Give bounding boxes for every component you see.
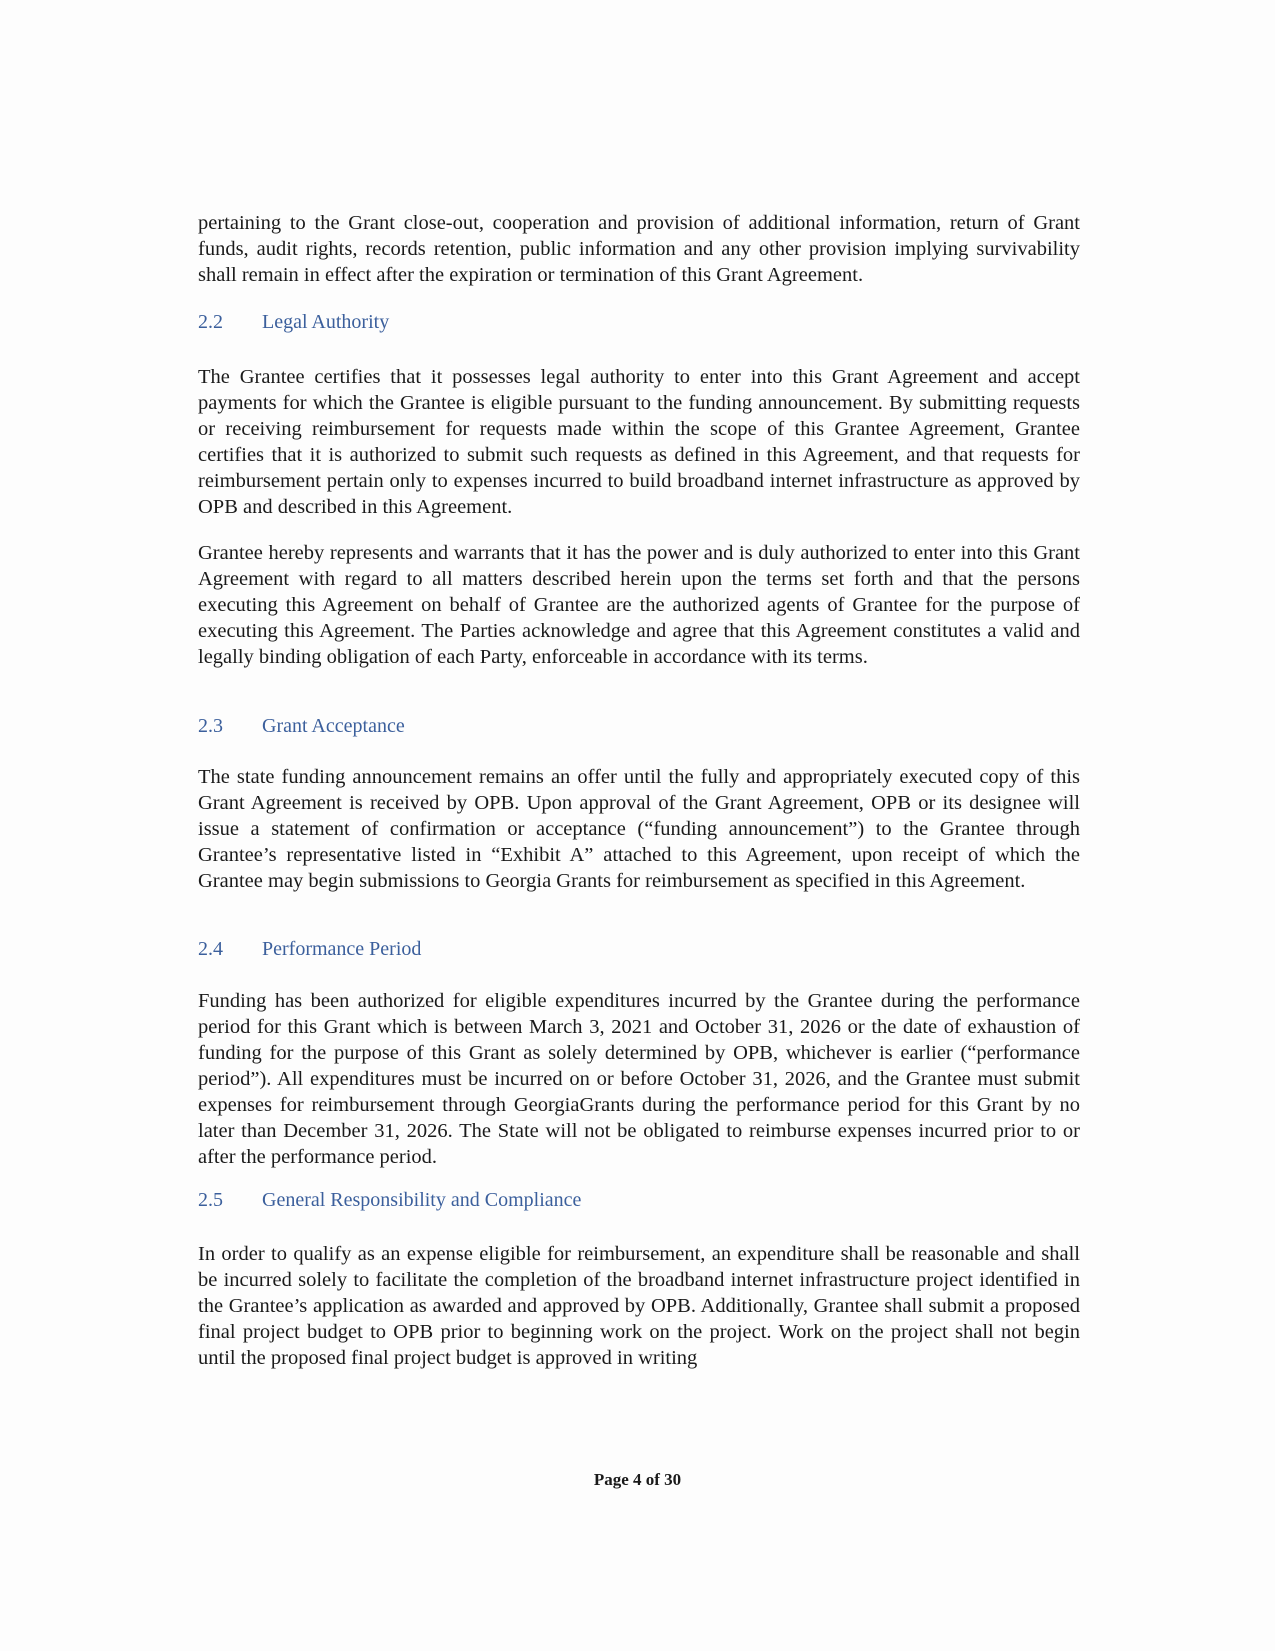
paragraph-performance-period: Funding has been authorized for eligible expenditures incurred by the Grantee during the performance period for this Grant which is between March 3, 2021 and October 31, 2026 or the date of exhaustion of funding for the purpose of this Grant as solely determined by OPB, whichever is earlier (“performance period”). All expenditures must be incurred on or before October 31, 2026, and the Grantee must submit expenses for reimbursement through GeorgiaGrants during the performance period for this Grant by no later than December 31, 2026. The State will not be obligated to reimburse expenses incurred prior to or after the performance period.	[198, 990, 1080, 1168]
paragraph-legal-authority-1: The Grantee certifies that it possesses legal authority to enter into this Grant Agreement and accept payments for which the Grantee is eligible pursuant to the funding announcement. By submitting requests or receiving reimbursement for requests made within the scope of this Grantee Agreement, Grantee certifies that it is authorized to submit such requests as defined in this Agreement, and that requests for reimbursement pertain only to expenses incurred to build broadband internet infrastructure as approved by OPB and described in this Agreement.	[198, 366, 1080, 518]
page-number-footer: Page 4 of 30	[593, 1470, 682, 1489]
section-number: 2.2	[198, 311, 223, 333]
section-title: General Responsibility and Compliance	[262, 1189, 582, 1211]
paragraph-grant-acceptance: The state funding announcement remains an offer until the fully and appropriately executed copy of this Grant Agreement is received by OPB. Upon approval of the Grant Agreement, OPB or its designee will issue a statement of confirmation or acceptance (“funding announcement”) to the Grantee through Grantee’s representative listed in “Exhibit A” attached to this Agreement, upon receipt of which the Grantee may begin submissions to Georgia Grants for reimbursement as specified in this Agreement.	[198, 766, 1080, 892]
section-number: 2.5	[198, 1189, 223, 1211]
paragraph-survivability: pertaining to the Grant close-out, cooperation and provision of additional information, return of Grant funds, audit rights, records retention, public information and any other provision implying survivability shall remain in effect after the expiration or termination of this Grant Agreement.	[198, 212, 1080, 286]
section-number: 2.3	[198, 715, 223, 737]
section-title: Performance Period	[262, 938, 422, 960]
section-title: Legal Authority	[262, 311, 390, 333]
section-heading-2-4	[198, 936, 421, 962]
section-title: Grant Acceptance	[262, 715, 405, 737]
section-heading-2-5	[198, 1187, 581, 1213]
paragraph-general-responsibility: In order to qualify as an expense eligible for reimbursement, an expenditure shall be reasonable and shall be incurred solely to facilitate the completion of the broadband internet infrastructure project identified in the Grantee’s application as awarded and approved by OPB. Additionally, Grantee shall submit a proposed final project budget to OPB prior to beginning work on the project. Work on the project shall not begin until the proposed final project budget is approved in writing	[198, 1243, 1080, 1369]
section-number: 2.4	[198, 938, 223, 960]
paragraph-legal-authority-2: Grantee hereby represents and warrants that it has the power and is duly authorized to enter into this Grant Agreement with regard to all matters described herein upon the terms set forth and that the persons executing this Agreement on behalf of Grantee are the authorized agents of Grantee for the purpose of executing this Agreement. The Parties acknowledge and agree that this Agreement constitutes a valid and legally binding obligation of each Party, enforceable in accordance with its terms.	[198, 542, 1080, 668]
section-heading-2-2	[198, 309, 389, 335]
section-heading-2-3	[198, 713, 405, 739]
